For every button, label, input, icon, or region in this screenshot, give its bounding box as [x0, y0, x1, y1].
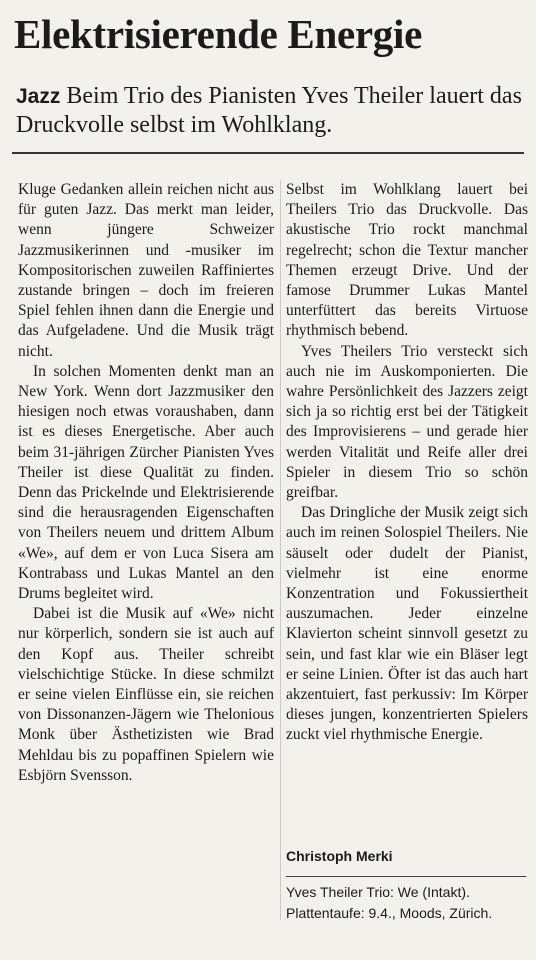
kicker: Jazz: [16, 85, 61, 108]
paragraph: In solchen Momenten denkt man an New York. Wenn dort Jazzmusiker den hiesigen noch etwas voraushaben, dann ist es dieses Energetische. Aber auch beim 31-jährigen Zürcher Pianisten Yves Theiler ist diese Qualität zu finden. Denn das Prickelnde und Elektrisierende sind die herausragenden Eigenschaften von Theilers neuem und drittem Album «We», auf dem er von Luca Sisera am Kontrabass und Lukas Mantel an den Drums begleitet wird.: [18, 362, 274, 603]
paragraph: Kluge Gedanken allein reichen nicht aus für guten Jazz. Das merkt man leider, wenn jüngere Schweizer Jazzmusikerinnen und -musiker im Kompositorischen zuweilen Raffiniertes zustande bringen – doch im freieren Spiel fehlen ihnen dann die Energie und das Aufgeladene. Und die Musik trägt nicht.: [18, 181, 274, 360]
release-event: Plattentaufe: 9.4., Moods, Zürich.: [286, 905, 493, 921]
deck-text: Beim Trio des Pianisten Yves Theiler lauert das Druckvolle selbst im Wohlklang.: [16, 83, 522, 138]
paragraph: Selbst im Wohlklang lauert bei Theilers Trio das Druckvolle. Das akustische Trio rockt manchmal regelrecht; schon die Textur mancher Themen erzeugt Drive. Und der famose Drummer Lukas Mantel unterfüttert das bereits Virtuose rhythmisch bebend.: [286, 181, 528, 340]
column-divider: [280, 180, 281, 920]
album-info: [286, 882, 531, 924]
deck: [16, 82, 526, 140]
paragraph: Yves Theilers Trio versteckt sich auch nie im Auskomponierten. Die wahre Persönlichkeit des Jazzers zeigt sich ja so richtig erst bei der Tätigkeit des Improvisierens – und gerade hier werden Vitalität und Reife aller drei Spieler in diesem Trio so schön greifbar.: [286, 342, 528, 502]
headline: Elektrisierende Energie: [14, 11, 422, 57]
paragraph: Das Dringliche der Musik zeigt sich auch im reinen Solospiel Theilers. Nie säuselt oder dudelt der Pianist, vielmehr ist eine enorme Konzentration und Fokussiertheit auszumachen. Jeder einzelne Klavierton scheint sinnvoll gesetzt zu sein, und fast klar wie ein Bläser legt er seine Linien. Öfter ist das auch hart akzentuiert, fast perkussiv: Im Körper dieses jungen, konzentrierten Spielers zuckt viel rhythmische Energie.: [286, 504, 528, 744]
right-column: [286, 180, 528, 746]
left-column: [18, 180, 274, 786]
album-title: Yves Theiler Trio: We (Intakt).: [286, 884, 470, 900]
paragraph: Dabei ist die Musik auf «We» nicht nur körperlich, sondern sie ist auch auf den Kopf aus. Theiler schreibt vielschichtige Stücke. In diese schmilzt er seine vielen Einflüsse ein, sie reichen von Dissonanzen-Jägern wie Thelonious Monk über Ästhetizisten wie Brad Mehldau bis zu popaffinen Spielern wie Esbjörn Svensson.: [18, 605, 274, 784]
author-byline: Christoph Merki: [286, 848, 393, 864]
info-rule: [286, 876, 526, 877]
header-rule: [12, 152, 524, 154]
